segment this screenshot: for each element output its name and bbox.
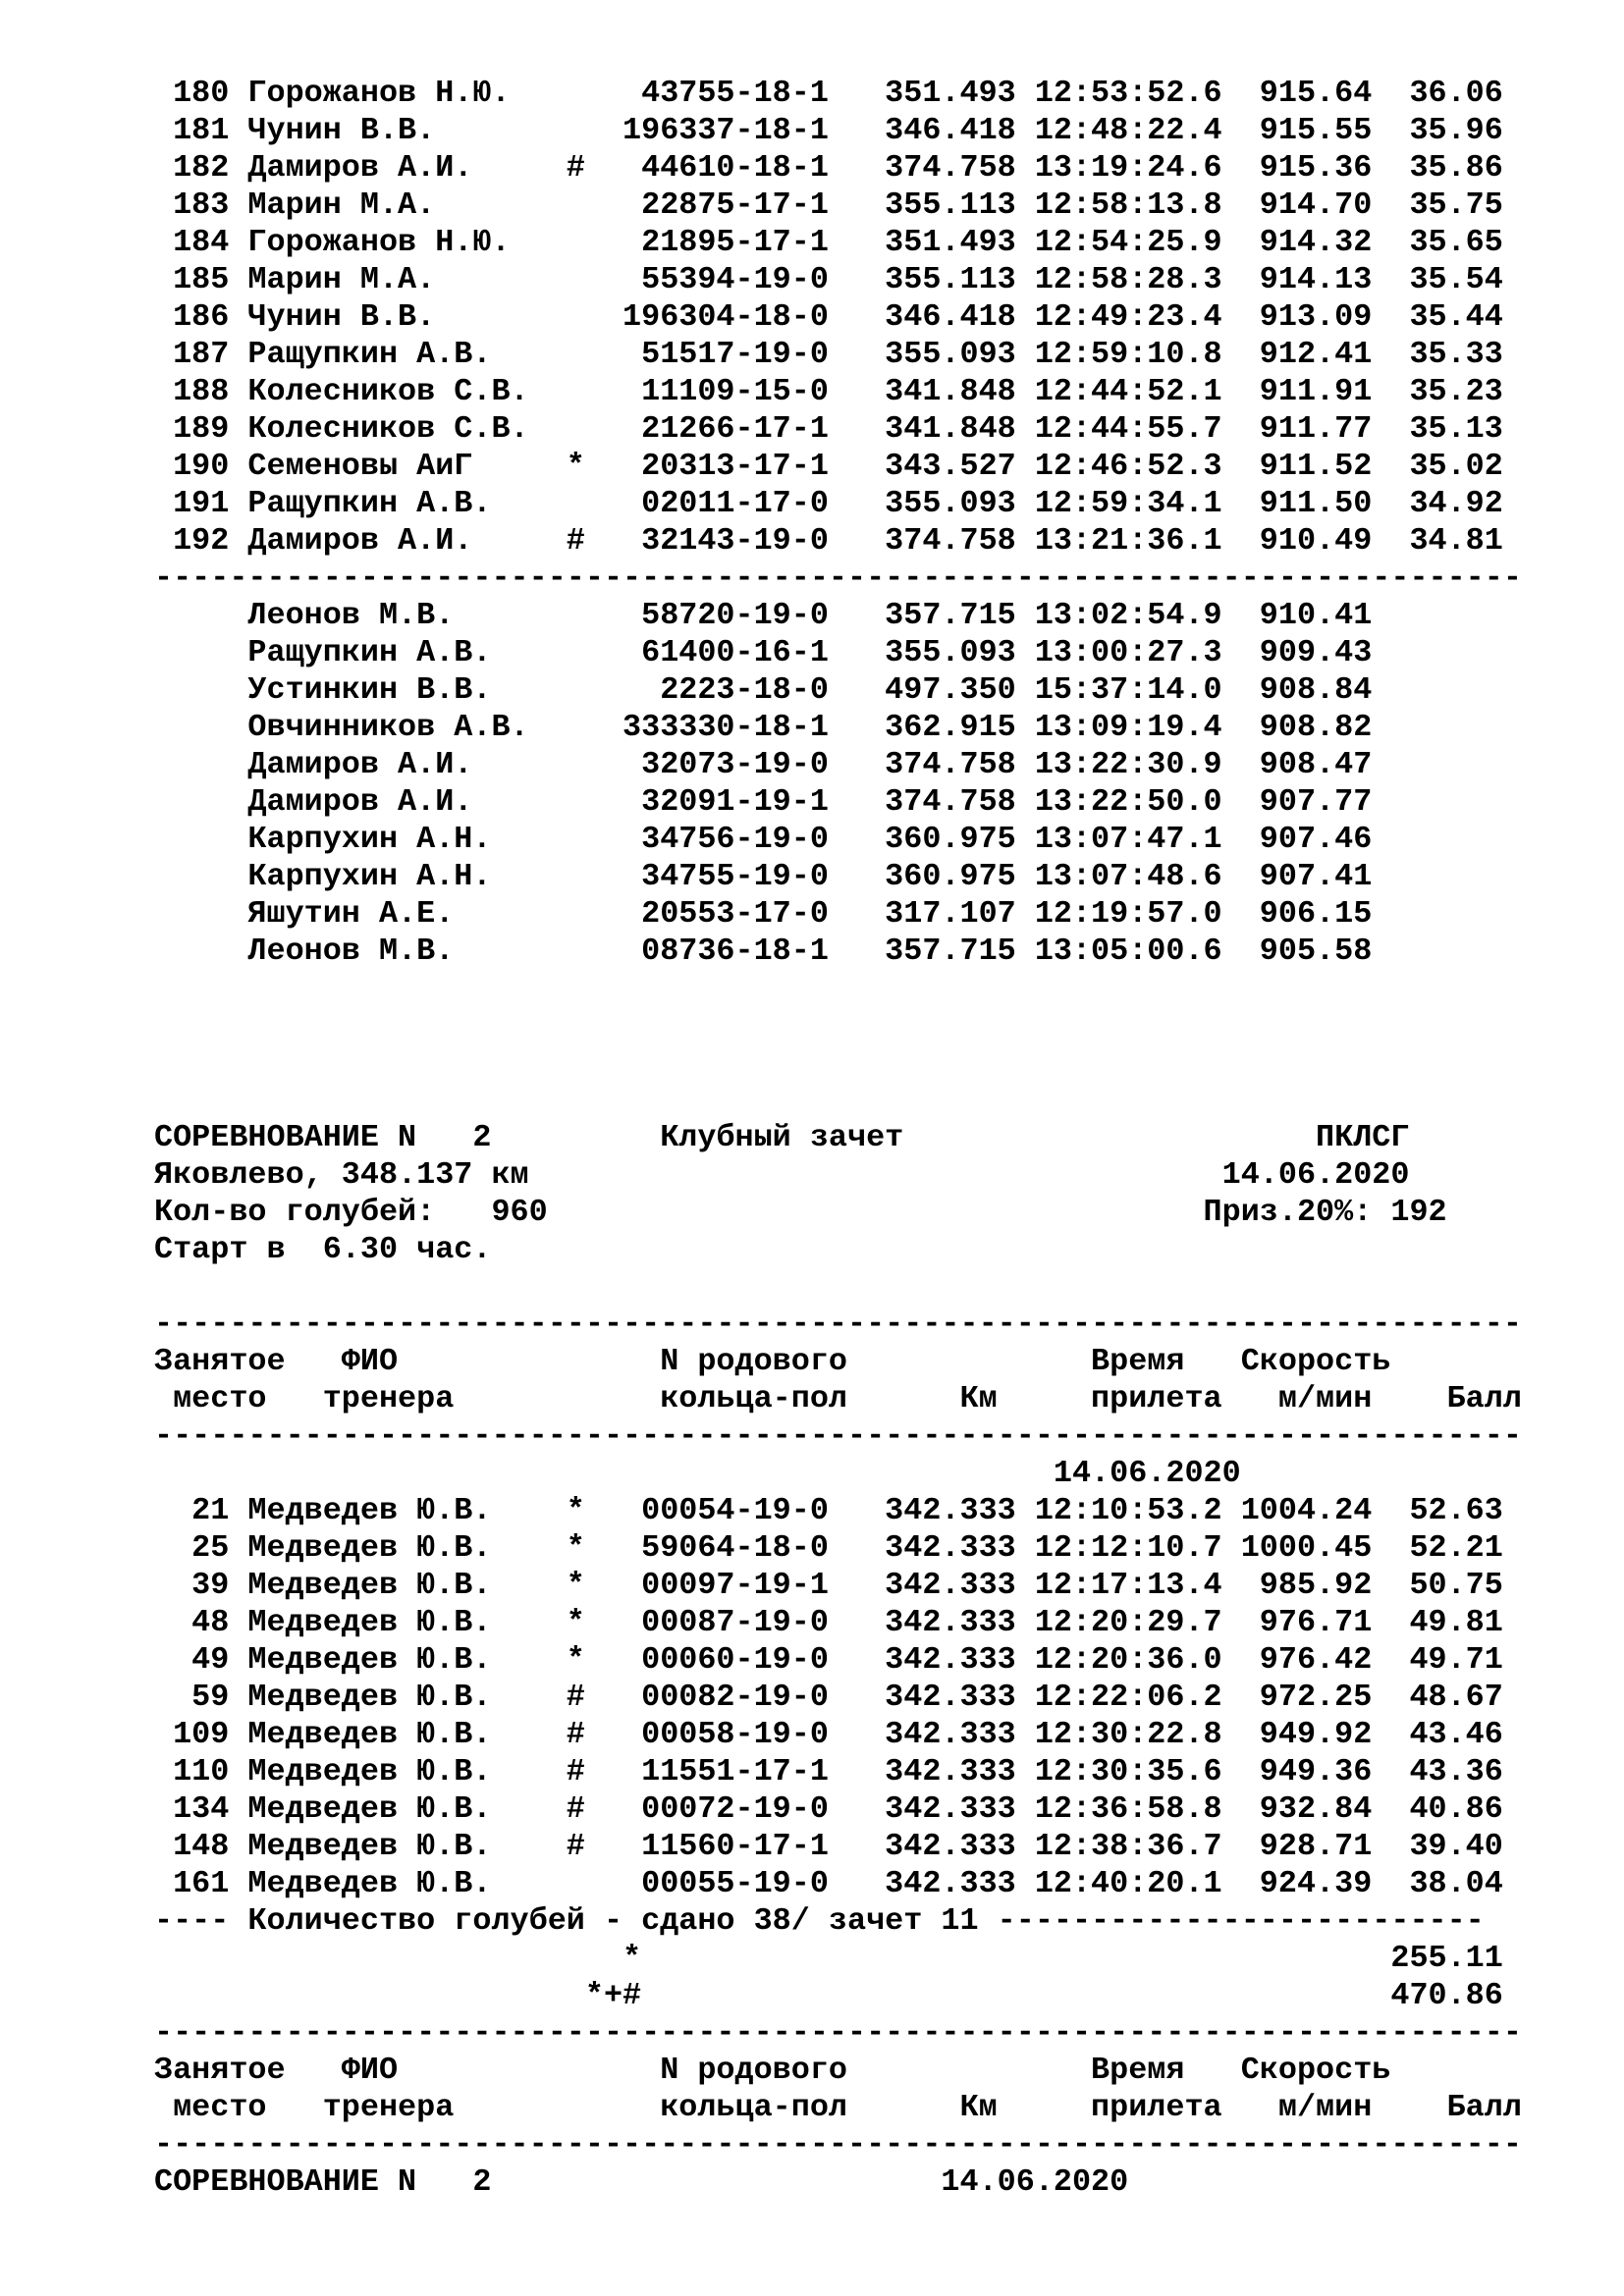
result-row: 25 Медведев Ю.В. * 59064-18-0 342.333 12:12:10.7 1000.45 52.21 <box>154 1530 1503 1566</box>
page-footer: СОРЕВНОВАНИЕ N 2 14.06.2020 <box>154 2164 1129 2200</box>
result-row: Устинкин В.В. 2223-18-0 497.350 15:37:14.0 908.84 <box>154 672 1373 708</box>
result-row: 190 Семеновы АиГ * 20313-17-1 343.527 12:46:52.3 911.52 35.02 <box>154 449 1503 484</box>
result-row: 148 Медведев Ю.В. # 11560-17-1 342.333 12:38:36.7 928.71 39.40 <box>154 1829 1503 1864</box>
result-row: 191 Ращупкин А.В. 02011-17-0 355.093 12:59:34.1 911.50 34.92 <box>154 486 1503 521</box>
result-row: 187 Ращупкин А.В. 51517-19-0 355.093 12:59:10.8 912.41 35.33 <box>154 337 1503 372</box>
result-row: Леонов М.В. 58720-19-0 357.715 13:02:54.9 910.41 <box>154 598 1373 633</box>
competition-count: Кол-во голубей: 960 Приз.20%: 192 <box>154 1195 1447 1230</box>
column-header-row: место тренера кольца-пол Км прилета м/мин Балл <box>154 2090 1522 2125</box>
summary-line: ---- Количество голубей - сдано 38/ зачет 11 -------------------------- <box>154 1903 1485 1939</box>
result-row: 161 Медведев Ю.В. 00055-19-0 342.333 12:40:20.1 924.39 38.04 <box>154 1866 1503 1901</box>
result-row: Карпухин А.Н. 34756-19-0 360.975 13:07:47.1 907.46 <box>154 822 1373 857</box>
result-row: 184 Горожанов Н.Ю. 21895-17-1 351.493 12:54:25.9 914.32 35.65 <box>154 225 1503 260</box>
result-row: 186 Чунин В.В. 196304-18-0 346.418 12:49:23.4 913.09 35.44 <box>154 299 1503 335</box>
column-header-row: Занятое ФИО N родового Время Скорость <box>154 1344 1391 1379</box>
result-row: 182 Дамиров А.И. # 44610-18-1 374.758 13:19:24.6 915.36 35.86 <box>154 150 1503 186</box>
result-row: 109 Медведев Ю.В. # 00058-19-0 342.333 12:30:22.8 949.92 43.46 <box>154 1717 1503 1752</box>
result-row: Дамиров А.И. 32091-19-1 374.758 13:22:50.0 907.77 <box>154 784 1373 820</box>
result-row: Леонов М.В. 08736-18-1 357.715 13:05:00.6 905.58 <box>154 934 1373 969</box>
result-row: 39 Медведев Ю.В. * 00097-19-1 342.333 12:17:13.4 985.92 50.75 <box>154 1568 1503 1603</box>
results-page <box>154 75 1588 2201</box>
divider-line: ------------------------------------------------------------------------- <box>154 1418 1522 1454</box>
result-row: Яшутин А.Е. 20553-17-0 317.107 12:19:57.0 906.15 <box>154 896 1373 932</box>
result-row: 48 Медведев Ю.В. * 00087-19-0 342.333 12:20:29.7 976.71 49.81 <box>154 1605 1503 1640</box>
column-header-row: место тренера кольца-пол Км прилета м/мин Балл <box>154 1381 1522 1416</box>
result-row: 188 Колесников С.В. 11109-15-0 341.848 12:44:52.1 911.91 35.23 <box>154 374 1503 409</box>
non-prize-list <box>154 597 1588 970</box>
date-line: 14.06.2020 <box>154 1456 1241 1491</box>
competition-location: Яковлево, 348.137 км 14.06.2020 <box>154 1157 1410 1193</box>
result-row: 59 Медведев Ю.В. # 00082-19-0 342.333 12:22:06.2 972.25 48.67 <box>154 1680 1503 1715</box>
divider-line: ------------------------------------------------------------------------- <box>154 2127 1522 2163</box>
competition-start: Старт в 6.30 час. <box>154 1232 492 1267</box>
summary-total: *+# 470.86 <box>154 1978 1503 2013</box>
divider-line: ------------------------------------------------------------------------- <box>154 2015 1522 2051</box>
result-row: Карпухин А.Н. 34755-19-0 360.975 13:07:48.6 907.41 <box>154 859 1373 894</box>
club-results-list <box>154 1492 1588 1902</box>
result-row: 21 Медведев Ю.В. * 00054-19-0 342.333 12:10:53.2 1004.24 52.63 <box>154 1493 1503 1528</box>
result-row: 180 Горожанов Н.Ю. 43755-18-1 351.493 12:53:52.6 915.64 36.06 <box>154 76 1503 111</box>
result-row: 183 Марин М.А. 22875-17-1 355.113 12:58:13.8 914.70 35.75 <box>154 187 1503 223</box>
top-results-list <box>154 75 1588 560</box>
competition-title: СОРЕВНОВАНИЕ N 2 Клубный зачет ПКЛСГ <box>154 1120 1410 1155</box>
result-row: Овчинников А.В. 333330-18-1 362.915 13:09:19.4 908.82 <box>154 710 1373 745</box>
result-row: Ращупкин А.В. 61400-16-1 355.093 13:00:27.3 909.43 <box>154 635 1373 670</box>
result-row: 192 Дамиров А.И. # 32143-19-0 374.758 13:21:36.1 910.49 34.81 <box>154 523 1503 559</box>
column-header-row: Занятое ФИО N родового Время Скорость <box>154 2053 1391 2088</box>
result-row: 134 Медведев Ю.В. # 00072-19-0 342.333 12:36:58.8 932.84 40.86 <box>154 1791 1503 1827</box>
result-row: 110 Медведев Ю.В. # 11551-17-1 342.333 12:30:35.6 949.36 43.36 <box>154 1754 1503 1789</box>
divider-line: ------------------------------------------------------------------------- <box>154 1307 1522 1342</box>
blank-space <box>154 970 1588 1119</box>
result-row: 185 Марин М.А. 55394-19-0 355.113 12:58:28.3 914.13 35.54 <box>154 262 1503 297</box>
competition-header <box>154 1119 1588 1268</box>
blank-space <box>154 1268 1588 1306</box>
summary-total: * 255.11 <box>154 1941 1503 1976</box>
result-row: Дамиров А.И. 32073-19-0 374.758 13:22:30.9 908.47 <box>154 747 1373 782</box>
divider-line: ------------------------------------------------------------------------- <box>154 561 1522 596</box>
result-row: 181 Чунин В.В. 196337-18-1 346.418 12:48:22.4 915.55 35.96 <box>154 113 1503 148</box>
result-row: 49 Медведев Ю.В. * 00060-19-0 342.333 12:20:36.0 976.42 49.71 <box>154 1642 1503 1678</box>
result-row: 189 Колесников С.В. 21266-17-1 341.848 12:44:55.7 911.77 35.13 <box>154 411 1503 447</box>
